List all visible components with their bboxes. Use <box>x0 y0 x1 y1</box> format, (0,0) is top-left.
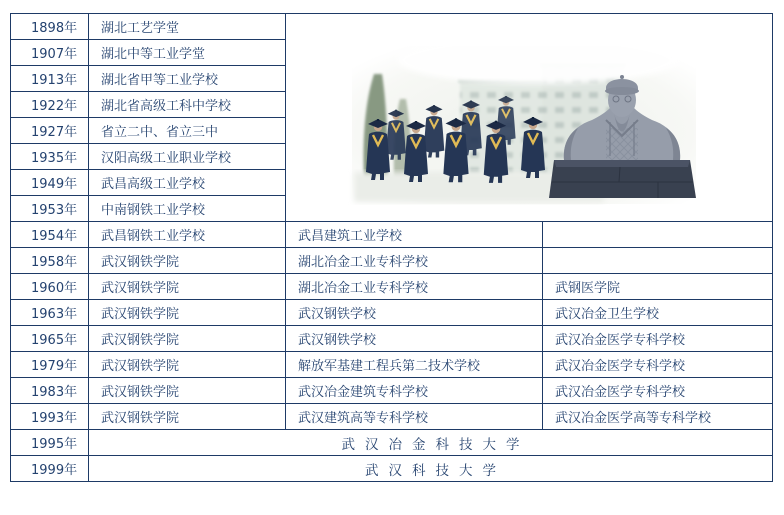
year-cell: 1999年 <box>11 456 89 482</box>
campus-photo <box>286 14 771 220</box>
school-cell: 武汉冶金医学专科学校 <box>543 378 773 404</box>
school-cell: 武汉钢铁学校 <box>286 300 543 326</box>
school-cell: 解放军基建工程兵第二技术学校 <box>286 352 543 378</box>
school-cell: 湖北工艺学堂 <box>89 14 286 40</box>
table-row <box>11 222 773 248</box>
year-cell: 1983年 <box>11 378 89 404</box>
year-cell: 1965年 <box>11 326 89 352</box>
school-cell: 武汉钢铁学院 <box>89 352 286 378</box>
year-cell: 1993年 <box>11 404 89 430</box>
year-cell: 1963年 <box>11 300 89 326</box>
photo-cell <box>286 14 773 222</box>
school-cell: 省立二中、省立三中 <box>89 118 286 144</box>
table-row <box>11 248 773 274</box>
school-cell: 武汉钢铁学院 <box>89 274 286 300</box>
school-cell <box>543 222 773 248</box>
school-cell: 湖北冶金工业专科学校 <box>286 248 543 274</box>
school-cell: 武汉冶金医学专科学校 <box>543 352 773 378</box>
school-cell <box>543 248 773 274</box>
school-cell: 武汉钢铁学院 <box>89 300 286 326</box>
graduation-photo-illustration <box>348 44 700 206</box>
school-cell: 武昌建筑工业学校 <box>286 222 543 248</box>
school-cell: 武昌高级工业学校 <box>89 170 286 196</box>
school-cell: 中南钢铁工业学校 <box>89 196 286 222</box>
year-cell: 1995年 <box>11 430 89 456</box>
table-row <box>11 404 773 430</box>
table-row <box>11 326 773 352</box>
school-cell: 湖北中等工业学堂 <box>89 40 286 66</box>
table-row <box>11 430 773 456</box>
school-cell: 湖北省甲等工业学校 <box>89 66 286 92</box>
year-cell: 1927年 <box>11 118 89 144</box>
year-cell: 1979年 <box>11 352 89 378</box>
table-row <box>11 274 773 300</box>
year-cell: 1954年 <box>11 222 89 248</box>
merged-university-cell: 武汉冶金科技大学 <box>89 430 773 456</box>
school-cell: 湖北冶金工业专科学校 <box>286 274 543 300</box>
school-cell: 武汉钢铁学院 <box>89 248 286 274</box>
table-row <box>11 300 773 326</box>
school-cell: 武汉冶金建筑专科学校 <box>286 378 543 404</box>
table-row <box>11 14 773 40</box>
year-cell: 1913年 <box>11 66 89 92</box>
school-cell: 武汉钢铁学院 <box>89 326 286 352</box>
table-row <box>11 378 773 404</box>
year-cell: 1958年 <box>11 248 89 274</box>
history-table <box>10 13 773 482</box>
school-cell: 武汉冶金医学高等专科学校 <box>543 404 773 430</box>
year-cell: 1953年 <box>11 196 89 222</box>
table-row <box>11 456 773 482</box>
year-cell: 1922年 <box>11 92 89 118</box>
school-cell: 武汉冶金医学专科学校 <box>543 326 773 352</box>
school-cell: 武汉钢铁学校 <box>286 326 543 352</box>
school-cell: 湖北省高级工科中学校 <box>89 92 286 118</box>
school-cell: 武汉钢铁学院 <box>89 404 286 430</box>
year-cell: 1898年 <box>11 14 89 40</box>
history-timeline <box>10 13 773 482</box>
year-cell: 1935年 <box>11 144 89 170</box>
school-cell: 武汉钢铁学院 <box>89 378 286 404</box>
school-cell: 武汉冶金卫生学校 <box>543 300 773 326</box>
history-table-body <box>11 14 773 482</box>
school-cell: 武钢医学院 <box>543 274 773 300</box>
school-cell: 武昌钢铁工业学校 <box>89 222 286 248</box>
school-cell: 武汉建筑高等专科学校 <box>286 404 543 430</box>
table-row <box>11 352 773 378</box>
school-cell: 汉阳高级工业职业学校 <box>89 144 286 170</box>
year-cell: 1907年 <box>11 40 89 66</box>
merged-university-cell: 武汉科技大学 <box>89 456 773 482</box>
year-cell: 1949年 <box>11 170 89 196</box>
year-cell: 1960年 <box>11 274 89 300</box>
